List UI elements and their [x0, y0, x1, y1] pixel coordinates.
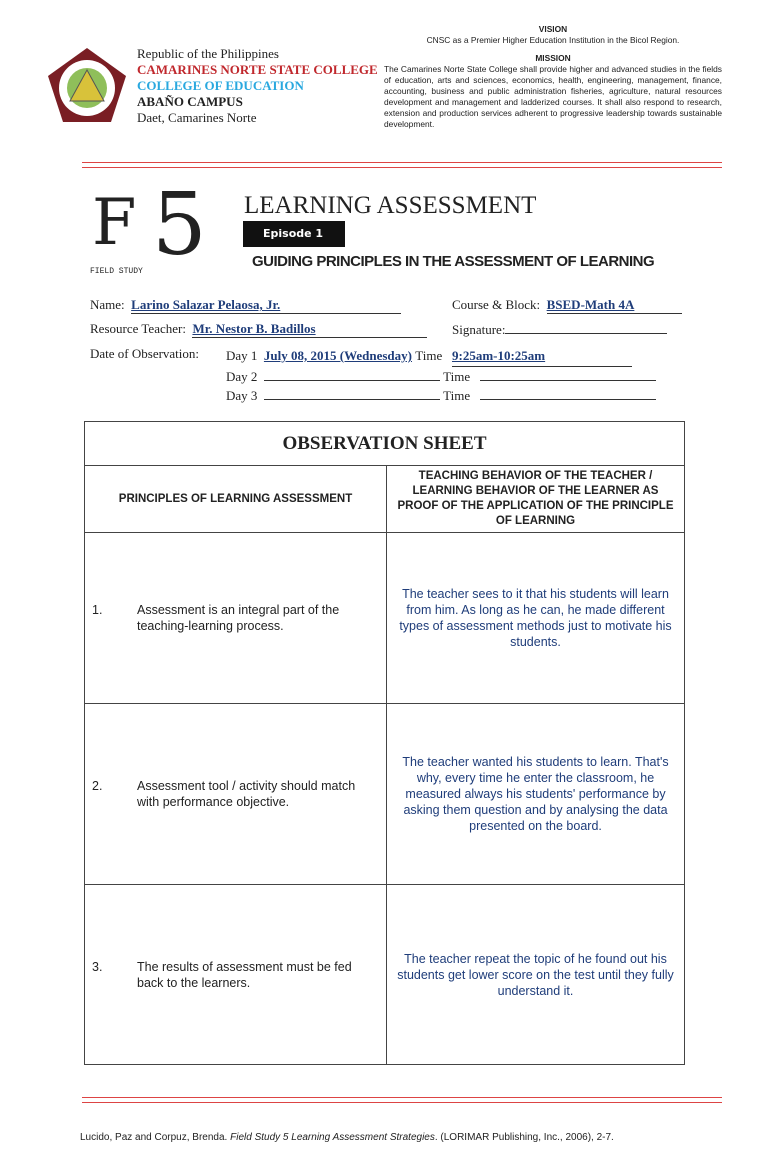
college-name: CAMARINES NORTE STATE COLLEGE [137, 62, 378, 77]
fs-logo-5: 5 [152, 175, 207, 275]
principle-text: Assessment is an integral part of the teaching-learning process. [137, 603, 340, 633]
vision-text: CNSC as a Premier Higher Education Institution in the Bicol Region. [426, 35, 680, 45]
mission-title: MISSION [535, 53, 571, 63]
column-header-principles: PRINCIPLES OF LEARNING ASSESSMENT [85, 466, 387, 533]
episode-subtitle: GUIDING PRINCIPLES IN THE ASSESSMENT OF LEARNING [252, 253, 655, 270]
field-study-label: FIELD STUDY [90, 267, 143, 276]
header-divider [82, 162, 722, 168]
observation-sheet-table [84, 421, 685, 1065]
table-row: 3. The results of assessment must be fed back to the learners. The teacher repeat the topic of he found out his students get lower score on the test until they fully understand it. [85, 885, 685, 1065]
mission-text: The Camarines Norte State College shall provide higher and advanced studies in the fields of education, arts and sciences, economics, health, engineering, management, finance, accounting, business and public administration fisheries, agriculture, natural resources development and management and ladderized courses. It shall also respond to research, extension and production services adherent to progressive leadership towards sustainable development. [384, 64, 722, 129]
footer-divider [82, 1097, 722, 1103]
observation-days: Day 1 July 08, 2015 (Wednesday) Time 9:25am-10:25am Day 2 Time Day 3 Time [226, 346, 656, 406]
page-title: LEARNING ASSESSMENT [244, 192, 537, 219]
column-header-behavior: TEACHING BEHAVIOR OF THE TEACHER / LEARNING BEHAVIOR OF THE LEARNER AS PROOF OF THE APPLICATION OF THE PRINCIPLE OF LEARNING [387, 466, 685, 533]
college-seal-logo [46, 46, 128, 124]
teacher-field: Resource Teacher: Mr. Nestor B. Badillos [90, 321, 427, 338]
course-field: Course & Block: BSED-Math 4A [452, 297, 682, 314]
department-name: COLLEGE OF EDUCATION [137, 78, 304, 93]
date-label: Date of Observation: [90, 346, 200, 361]
behavior-answer: The teacher wanted his students to learn. That's why, every time he enter the classroom, he measured always his students' performance by asking them question and by analysing the data presented on the board. [387, 704, 685, 885]
name-field: Name: Larino Salazar Pelaosa, Jr. [90, 297, 401, 314]
fs-logo-f: F [92, 186, 137, 260]
signature-field: Signature: [452, 321, 667, 338]
principle-text: The results of assessment must be fed back to the learners. [137, 959, 352, 990]
sheet-title: OBSERVATION SHEET [85, 422, 685, 466]
table-row: 2. Assessment tool / activity should match with performance objective. The teacher wanted his students to learn. That's why, every time he enter the classroom, he measured always his students' performance by asking them question and by analysing the data presented on the board. [85, 704, 685, 885]
vision-mission [384, 24, 722, 130]
institution-header [137, 46, 378, 126]
campus-name: ABAÑO CAMPUS [137, 94, 243, 109]
table-row: 1. Assessment is an integral part of the teaching-learning process. The teacher sees to it that his students will learn from him. As long as he can, he made different types of assessment methods just to motivate his students. [85, 533, 685, 704]
principle-text: Assessment tool / activity should match with performance objective. [137, 779, 356, 809]
vision-title: VISION [538, 24, 568, 34]
location-text: Daet, Camarines Norte [137, 110, 257, 125]
behavior-answer: The teacher sees to it that his students will learn from him. As long as he can, he made different types of assessment methods just to motivate his students. [387, 533, 685, 704]
footer-citation: Lucido, Paz and Corpuz, Brenda. Field Study 5 Learning Assessment Strategies. (LORIMAR Publishing, Inc., 2006), 2-7. [80, 1132, 614, 1143]
episode-badge: Episode 1 [243, 221, 345, 247]
behavior-answer: The teacher repeat the topic of he found out his students get lower score on the test until they fully understand it. [387, 885, 685, 1065]
day1-value: July 08, 2015 (Wednesday) [263, 348, 412, 363]
republic-text: Republic of the Philippines [137, 46, 279, 61]
